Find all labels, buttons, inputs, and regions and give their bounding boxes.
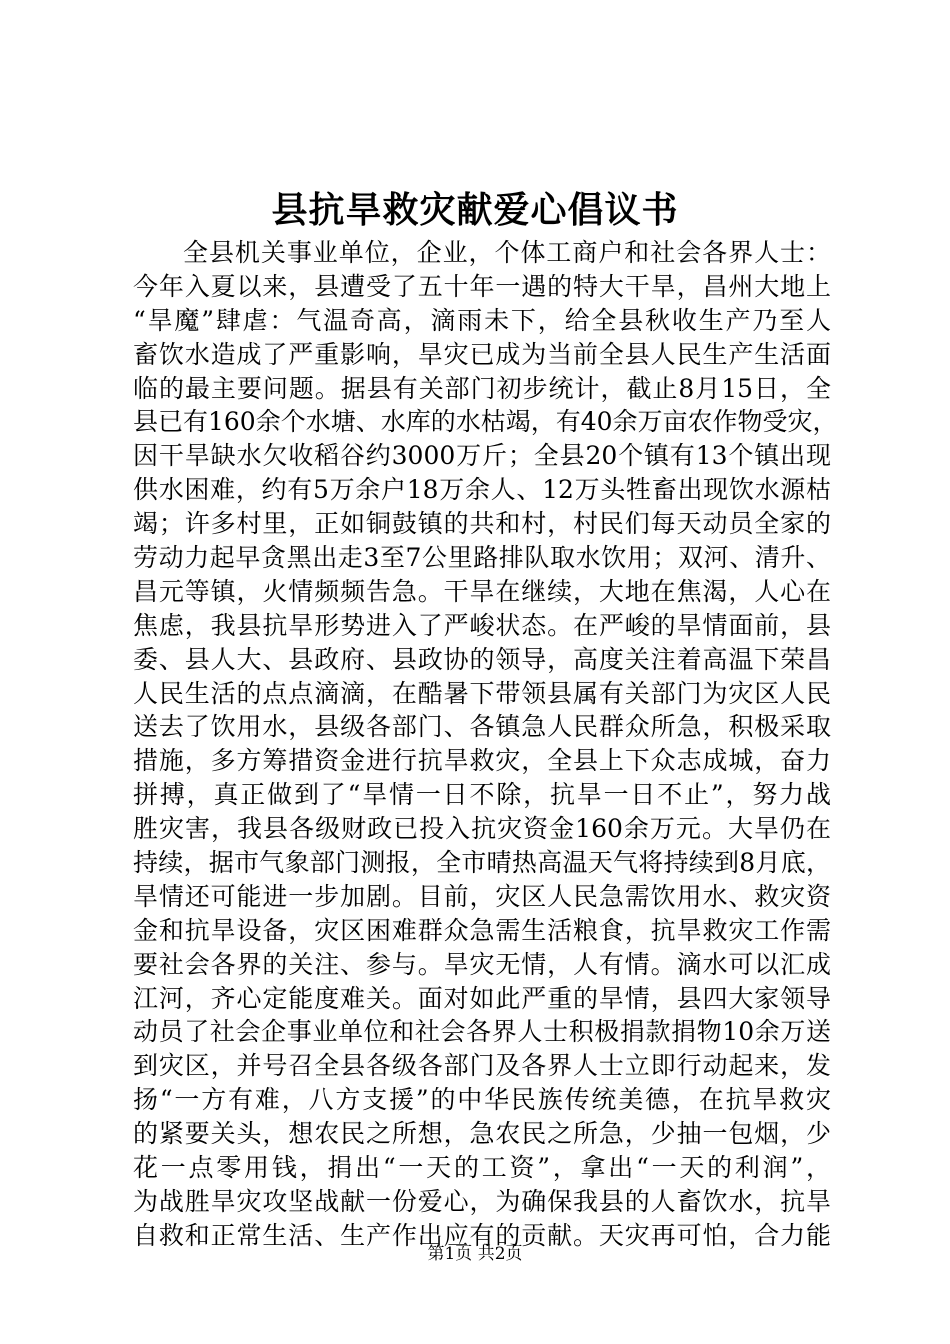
body-line: 委、县人大、县政府、县政协的领导，高度关注着高温下荣昌 xyxy=(133,644,831,674)
body-line: 全县机关事业单位，企业，个体工商户和社会各界人士： xyxy=(183,238,831,267)
body-line: 扬“一方有难，八方支援”的中华民族传统美德，在抗旱救灾 xyxy=(133,1085,831,1115)
body-line: 持续，据市气象部门测报，全市晴热高温天气将持续到8月底， xyxy=(133,848,831,878)
body-line: 拼搏，真正做到了“旱情一日不除，抗旱一日不止”，努力战 xyxy=(133,780,831,810)
body-line: 畜饮水造成了严重影响，旱灾已成为当前全县人民生产生活面 xyxy=(133,339,831,369)
body-line: 要社会各界的关注、参与。旱灾无情，人有情。滴水可以汇成 xyxy=(133,949,831,979)
body-line: 送去了饮用水，县级各部门、各镇急人民群众所急，积极采取 xyxy=(133,712,831,742)
body-line: 为战胜旱灾攻坚战献一份爱心，为确保我县的人畜饮水，抗旱 xyxy=(133,1186,831,1216)
body-line: 旱情还可能进一步加剧。目前，灾区人民急需饮用水、救灾资 xyxy=(133,881,831,911)
body-line: 今年入夏以来，县遭受了五十年一遇的特大干旱，昌州大地上 xyxy=(133,271,831,301)
body-line: 供水困难，约有5万余户18万余人、12万头牲畜出现饮水源枯 xyxy=(133,475,831,505)
body-line: “旱魔”肆虐：气温奇高，滴雨未下，给全县秋收生产乃至人 xyxy=(133,305,831,335)
body-line: 的紧要关头，想农民之所想，急农民之所急，少抽一包烟，少 xyxy=(133,1119,831,1149)
document-body xyxy=(133,236,838,1253)
body-line: 措施，多方筹措资金进行抗旱救灾，全县上下众志成城，奋力 xyxy=(133,746,831,776)
body-line: 金和抗旱设备，灾区困难群众急需生活粮食，抗旱救灾工作需 xyxy=(133,915,831,945)
body-line: 焦虑，我县抗旱形势进入了严峻状态。在严峻的旱情面前，县 xyxy=(133,610,831,640)
body-line: 因干旱缺水欠收稻谷约3000万斤；全县20个镇有13个镇出现 xyxy=(133,441,831,471)
body-line: 胜灾害，我县各级财政已投入抗灾资金160余万元。大旱仍在 xyxy=(133,814,831,844)
body-line: 自救和正常生活、生产作出应有的贡献。天灾再可怕，合力能 xyxy=(133,1220,831,1250)
body-line: 人民生活的点点滴滴，在酷暑下带领县属有关部门为灾区人民 xyxy=(133,678,831,708)
body-line: 劳动力起早贪黑出走3至7公里路排队取水饮用；双河、清升、 xyxy=(133,543,831,573)
page-number: 第1页 共2页 xyxy=(427,1244,523,1264)
body-line: 江河，齐心定能度难关。面对如此严重的旱情，县四大家领导 xyxy=(133,983,831,1013)
body-line: 到灾区，并号召全县各级各部门及各界人士立即行动起来，发 xyxy=(133,1051,831,1081)
body-line: 昌元等镇，火情频频告急。干旱在继续，大地在焦渴，人心在 xyxy=(133,576,831,606)
body-line: 竭；许多村里，正如铜鼓镇的共和村，村民们每天动员全家的 xyxy=(133,509,831,539)
document-title: 县抗旱救灾献爱心倡议书 xyxy=(271,189,679,231)
body-line: 县已有160余个水塘、水库的水枯竭，有40余万亩农作物受灾， xyxy=(133,407,838,437)
body-line: 花一点零用钱，捐出“一天的工资”，拿出“一天的利润”， xyxy=(133,1153,831,1183)
body-line: 动员了社会企事业单位和社会各界人士积极捐款捐物10余万送 xyxy=(133,1017,831,1047)
body-line: 临的最主要问题。据县有关部门初步统计，截止8月15日，全 xyxy=(133,373,831,403)
